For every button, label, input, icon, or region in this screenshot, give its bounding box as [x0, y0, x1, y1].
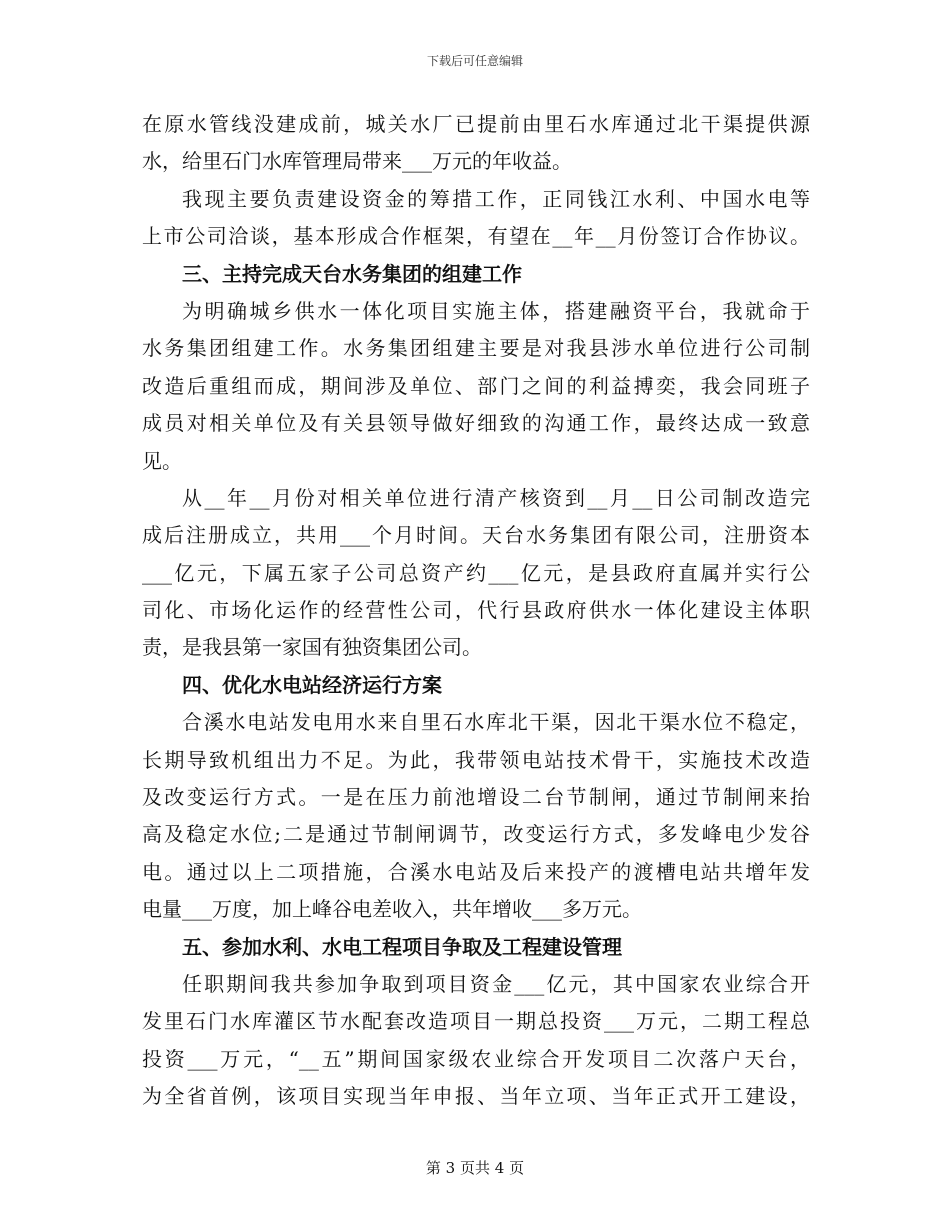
text-line: 高及稳定水位;二是通过节制闸调节，改变运行方式，多发峰电少发谷: [142, 822, 810, 847]
document-body: [142, 106, 810, 1116]
page-number: 第 3 页共 4 页: [425, 1159, 525, 1177]
text-line: 在原水管线没建成前，城关水厂已提前由里石水库通过北干渠提供源: [142, 112, 810, 136]
text-line: 电。通过以上二项措施，合溪水电站及后来投产的渡槽电站共增年发: [142, 859, 810, 884]
text-line: 从__年__月份对相关单位进行清产核资到__月__日公司制改造完: [182, 485, 810, 510]
text-line: ___亿元，下属五家子公司总资产约___亿元，是县政府直属并实行公: [142, 560, 810, 585]
section-heading: 五、参加水利、水电工程项目争取及工程建设管理: [182, 934, 622, 959]
text-line: 成后注册成立，共用___个月时间。天台水务集团有限公司，注册资本: [142, 523, 810, 548]
text-line: 为明确城乡供水一体化项目实施主体，搭建融资平台，我就命于: [182, 298, 810, 323]
text-line: 及改变运行方式。一是在压力前池增设二台节制闸，通过节制闸来抬: [142, 785, 810, 810]
text-line: 我现主要负责建设资金的筹措工作，正同钱江水利、中国水电等: [182, 186, 810, 211]
text-line: 改造后重组而成，期间涉及单位、部门之间的利益搏奕，我会同班子: [142, 373, 810, 398]
text-line: 发里石门水库灌区节水配套改造项目一期总投资___万元，二期工程总: [142, 1009, 810, 1034]
text-line: 水，给里石门水库管理局带来___万元的年收益。: [142, 149, 572, 174]
text-line: 电量___万度，加上峰谷电差收入，共年增收___多万元。: [142, 897, 642, 922]
page-header: 下载后可任意编辑: [426, 54, 523, 68]
text-line: 成员对相关单位及有关县领导做好细致的沟通工作，最终达成一致意: [142, 411, 810, 436]
section-heading: 三、主持完成天台水务集团的组建工作: [182, 261, 522, 286]
text-line: 合溪水电站发电用水来自里石水库北干渠，因北干渠水位不稳定，: [182, 710, 810, 735]
text-line: 水务集团组建工作。水务集团组建主要是对我县涉水单位进行公司制: [142, 336, 810, 361]
text-line: 上市公司洽谈，基本形成合作框架，有望在__年__月份签订合作协议。: [142, 224, 810, 249]
section-heading: 四、优化水电站经济运行方案: [182, 672, 442, 697]
text-line: 长期导致机组出力不足。为此，我带领电站技术骨干，实施技术改造: [142, 747, 810, 772]
text-line: 责，是我县第一家国有独资集团公司。: [142, 635, 482, 660]
text-line: 见。: [142, 448, 182, 473]
text-line: 为全省首例，该项目实现当年申报、当年立项、当年正式开工建设，: [142, 1084, 810, 1109]
text-line: 投资___万元，“__五”期间国家级农业综合开发项目二次落户天台，: [142, 1046, 810, 1071]
text-line: 司化、市场化运作的经营性公司，代行县政府供水一体化建设主体职: [142, 598, 810, 623]
text-line: 任职期间我共参加争取到项目资金___亿元，其中国家农业综合开: [182, 971, 810, 996]
